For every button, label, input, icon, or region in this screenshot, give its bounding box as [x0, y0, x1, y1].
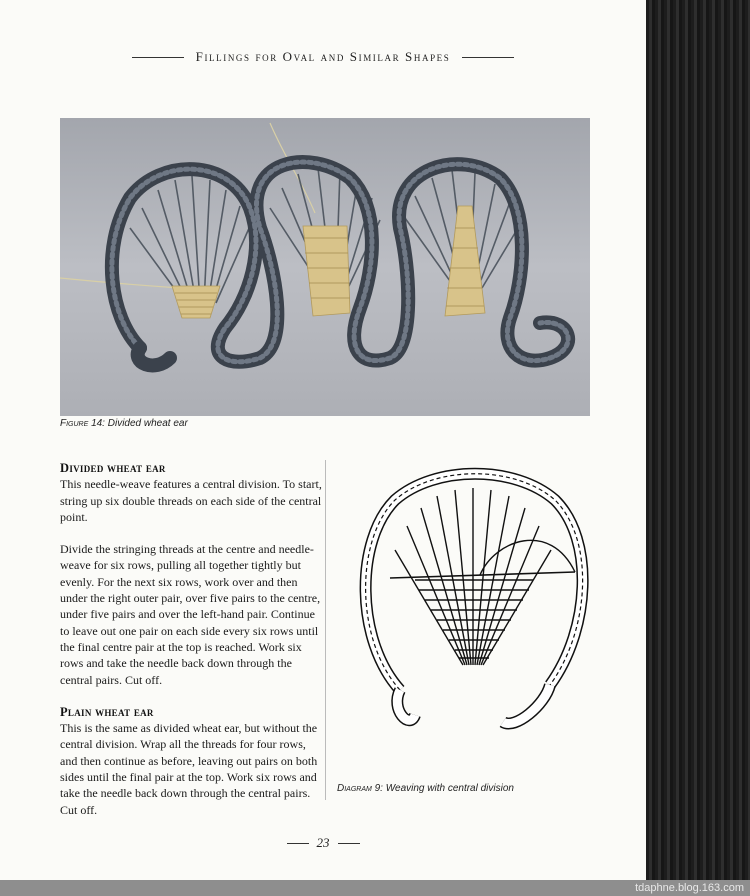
body-text-column	[60, 460, 322, 818]
running-head-rule-left	[132, 57, 184, 58]
page-number: 23	[316, 835, 330, 850]
diagram-caption-number: 9:	[374, 783, 383, 794]
running-head	[0, 49, 646, 65]
column-divider	[325, 460, 326, 800]
section-heading-divided-wheat-ear: Divided wheat ear	[60, 461, 166, 475]
paragraph-divided-intro: This needle-weave features a central division. To start, string up six double threads on each side of the central point.	[60, 477, 322, 524]
figure-caption	[60, 418, 188, 429]
running-head-rule-right	[462, 57, 514, 58]
page-number-rule-right	[338, 843, 360, 844]
weaving-diagram-drawing	[355, 460, 595, 745]
figure-caption-title: Divided wheat ear	[107, 418, 188, 429]
paragraph-divided-method: Divide the stringing threads at the centre and needle-weave for six rows, pulling all together tightly but evenly. For the next six rows, work over and then under the right outer pair, over five pairs to the centre, under five pairs and over the left-hand pair. Continue to leave out one pair on each side every six rows until the final centre pair at the top is reached. Work six rows and take the needle back down through the central pairs. Cut off.	[60, 542, 321, 687]
page-number-rule-left	[287, 843, 309, 844]
paragraph-plain-method: This is the same as divided wheat ear, but without the central division. Wrap all the threads for four rows, and then continue as before, leaving out pairs on both sides until the final pair at the top. Work six rows and take the needle back down through the central pairs. Cut off.	[60, 721, 318, 817]
book-spine-edge	[646, 0, 750, 896]
diagram-caption-title: Weaving with central division	[385, 783, 514, 794]
figure-caption-number: 14:	[91, 418, 105, 429]
running-head-title: Fillings for Oval and Similar Shapes	[195, 49, 451, 64]
section-heading-plain-wheat-ear: Plain wheat ear	[60, 704, 154, 719]
figure-caption-label: Figure	[60, 418, 89, 429]
watermark-text: tdaphne.blog.163.com	[635, 882, 744, 894]
wheat-ear-photo-illustration	[60, 118, 590, 416]
figure-photo	[60, 118, 590, 416]
diagram-caption-label: Diagram	[337, 783, 372, 794]
diagram-caption	[337, 783, 514, 794]
diagram-illustration	[355, 460, 595, 745]
scan-bottom-edge	[0, 880, 750, 896]
page-footer	[0, 835, 646, 851]
